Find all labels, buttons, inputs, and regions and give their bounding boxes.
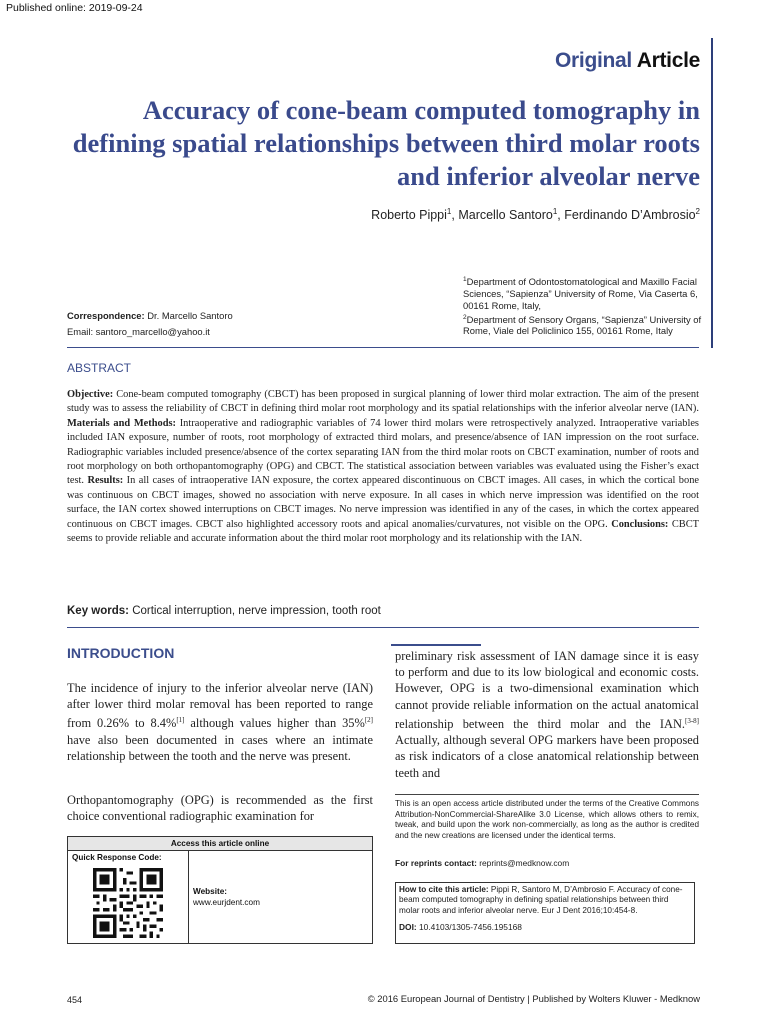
website-label: Website: xyxy=(193,887,227,896)
abstract-heading: ABSTRACT xyxy=(67,361,132,375)
affiliation-item xyxy=(463,274,703,312)
qr-code-label: Quick Response Code: xyxy=(72,853,162,862)
abstract-methods: Intraoperative and radiographic variables of 74 lower third molars were retrospectively analyzed. Intraoperative variables included IAN exposure, number of roots, root morphology of extracted third molars, and presence/absence of IAN impression on the root surface. Radiographic variables included presence/absence of the cortex separating IAN from the third molar roots on CBCT examination, number of roots and root morphology on both orthopantomography (OPG) and CBCT. The statistical association between variables was evaluated using the Fisher’s exact test. xyxy=(67,417,699,487)
abstract-objective-label: Objective: xyxy=(67,389,114,400)
affiliation-item xyxy=(463,312,703,338)
access-online-box xyxy=(67,836,373,944)
article-title: Accuracy of cone-beam computed tomography in defining spatial relationships between third molar roots and inferior alveolar nerve xyxy=(72,95,700,191)
abstract-results-label: Results: xyxy=(87,475,124,487)
intro-text: although values higher than 35% xyxy=(184,716,365,731)
column-top-rule xyxy=(391,644,481,646)
author-affiliation-mark: 1 xyxy=(446,207,452,216)
citation-ref: [1] xyxy=(176,716,185,725)
intro-text: have also been documented in cases where an intimate relationship between the tooth and the nerve was present. xyxy=(67,732,373,763)
correspondence-line xyxy=(67,308,233,324)
affiliation-number: 2 xyxy=(463,313,467,321)
intro-text: The incidence of injury to the inferior alveolar nerve (IAN) after lower third molar removal has been reported to range from 0.26% to 8.4% xyxy=(67,681,373,731)
abstract-conclusions: CBCT seems to provide reliable and accurate information about the third molar root morphology and its relationship with the IAN. xyxy=(67,518,699,545)
qr-code-icon xyxy=(93,868,163,938)
citation-ref: [3-8] xyxy=(685,716,699,725)
page-number: 454 xyxy=(67,995,83,1005)
correspondence xyxy=(67,308,233,340)
affiliation-text: Department of Sensory Organs, “Sapienza” University of Rome, Viale del Policlinico 155, 00161 Rome, Italy xyxy=(463,313,702,337)
doi-line xyxy=(399,922,691,932)
introduction-heading: INTRODUCTION xyxy=(67,645,175,661)
citation-ref: [2] xyxy=(364,716,373,725)
keywords-text: Cortical interruption, nerve impression, tooth root xyxy=(129,605,381,617)
published-date: Published online: 2019-09-24 xyxy=(6,2,143,14)
footer-text: © 2016 European Journal of Dentistry | Published by Wolters Kluwer - Medknow xyxy=(367,993,700,1004)
correspondence-name: Dr. Marcello Santoro xyxy=(144,310,233,321)
affiliations xyxy=(463,274,703,337)
section-label-original: Original xyxy=(555,49,632,72)
correspondence-email: Email: santoro_marcello@yahoo.it xyxy=(67,326,210,337)
abstract-top-rule xyxy=(67,347,699,348)
citation-label: How to cite this article: xyxy=(399,885,489,894)
author-affiliation-mark: 1 xyxy=(552,207,558,216)
access-box-heading: Access this article online xyxy=(68,837,372,851)
affiliation-text: Department of Odontostomatological and Maxillo Facial Sciences, “Sapienza” University of Rome, Via Caserta 6, 00161 Rome, Italy, xyxy=(463,276,698,311)
introduction-paragraph: Orthopantomography (OPG) is recommended as the first choice conventional radiographic examination for xyxy=(67,793,373,824)
author-affiliation-mark: 2 xyxy=(695,207,700,216)
intro-text: Actually, although several OPG markers have been proposed as risk indicators of a close anatomical relationship between teeth and xyxy=(395,733,699,780)
keywords-label: Key words: xyxy=(67,605,129,617)
doi-value[interactable]: 10.4103/1305-7456.195168 xyxy=(416,922,522,933)
intro-text: preliminary risk assessment of IAN damage since it is easy to perform and due to its low biological and economic costs. However, OPG is a two-dimensional examination which cannot provide reliable information on the actual anatomical relationship between the third molar and the IAN. xyxy=(395,649,699,731)
author-name: Marcello Santoro xyxy=(458,208,553,223)
reprints-label: For reprints contact: xyxy=(395,858,477,868)
section-label-article: Article xyxy=(636,49,700,72)
reprints-email[interactable]: reprints@medknow.com xyxy=(476,858,570,868)
abstract-results: In all cases of intraoperative IAN exposure, the cortex appeared discontinuous on CBCT images. All cases, in which the cortical bone was continuous on CBCT images, showed no association with nerve exposure. In all cases in which nerve impression was identified on the root surface, the IAN cortex showed interruptions on CBCT images. No nerve impression was identified in any of the cases, in which the cortex appeared continuous on CBCT images. CBCT also highlighted accessory roots and apical anomalies/curvatures, not visible on the OPG. xyxy=(67,475,699,530)
abstract-conclusions-label: Conclusions: xyxy=(611,518,669,530)
website-link[interactable]: www.eurjdent.com xyxy=(193,898,260,907)
author-list: Roberto Pippi$^1$, Marcello Santoro$^1$, Ferdinando D’Ambrosio$^2$ xyxy=(371,207,700,223)
abstract-methods-label: Materials and Methods: xyxy=(67,417,176,429)
keywords xyxy=(67,605,381,617)
author-name: Ferdinando D’Ambrosio xyxy=(564,208,696,223)
access-box-divider xyxy=(188,850,189,944)
citation-box xyxy=(395,882,695,944)
reprints-contact xyxy=(395,858,569,868)
license-text: This is an open access article distributed under the terms of the Creative Commons Attribution-NonCommercial-ShareAlike 3.0 License, which allows others to remix, tweak, and build upon the work non-commercially, as long as the author is credited and the new creations are licensed under the identical terms. xyxy=(395,799,699,840)
citation-text xyxy=(399,885,691,916)
abstract-body xyxy=(67,388,699,546)
header-vertical-rule xyxy=(711,38,713,348)
correspondence-label: Correspondence: xyxy=(67,310,145,321)
license-rule xyxy=(395,794,699,795)
affiliation-number: 1 xyxy=(463,276,467,283)
author-name: Roberto Pippi xyxy=(371,208,447,223)
section-label xyxy=(555,49,700,73)
doi-label: DOI: xyxy=(399,922,417,933)
citation-body: Pippi R, Santoro M, D’Ambrosio F. Accuracy of cone-beam computed tomography in defining spatial relationships between third molar roots and inferior alveolar nerve. Eur J Dent 2016;10:454-8. xyxy=(399,885,683,915)
keywords-rule xyxy=(67,627,699,628)
introduction-paragraph xyxy=(67,680,373,764)
introduction-paragraph-right xyxy=(395,648,699,781)
abstract-objective: Cone-beam computed tomography (CBCT) has been proposed in surgical planning of lower third molar extraction. The aim of the present study was to assess the reliability of CBCT in defining third molar root morphology and its spatial relationships with the inferior alveolar nerve (IAN). xyxy=(67,389,699,415)
